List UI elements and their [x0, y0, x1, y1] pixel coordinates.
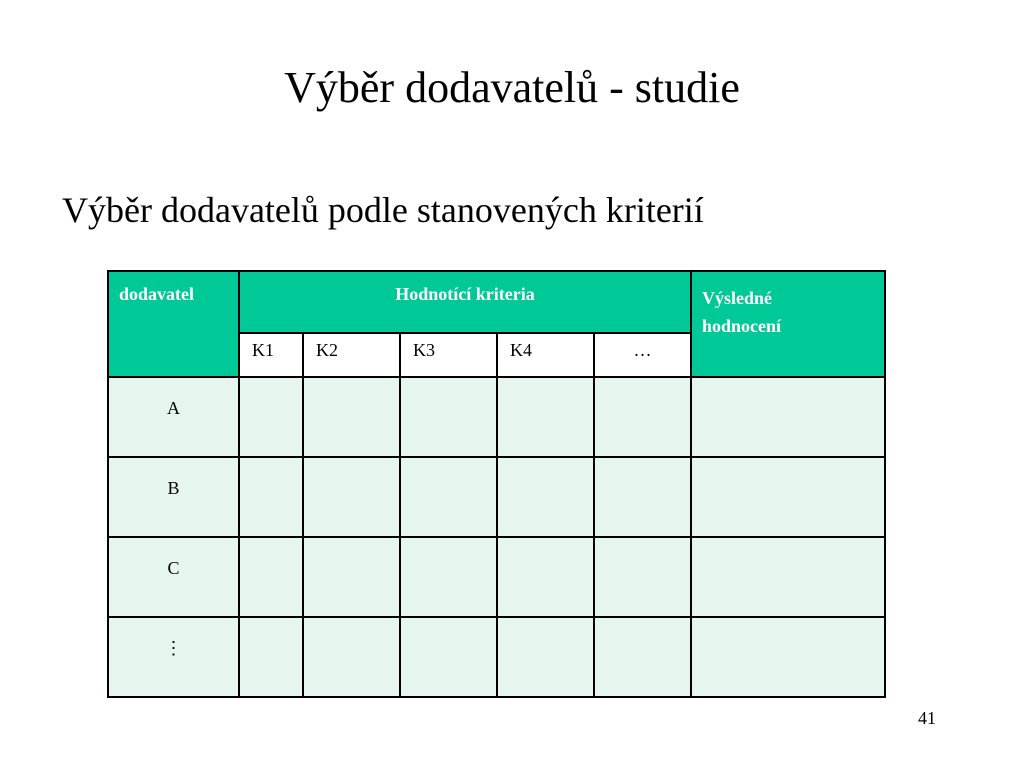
table-cell [400, 537, 497, 617]
table-row [108, 617, 885, 697]
header-result-line1: Výsledné [702, 288, 773, 308]
page-number: 41 [918, 708, 936, 728]
criteria-column-more: … [594, 333, 691, 377]
table-row [108, 377, 885, 457]
table-cell [400, 377, 497, 457]
table-cell [594, 537, 691, 617]
table-cell [497, 537, 594, 617]
header-result-line2: hodnocení [702, 316, 782, 336]
row-label-a: A [108, 377, 239, 457]
table-cell [497, 617, 594, 697]
table-cell [239, 377, 303, 457]
table-cell [239, 537, 303, 617]
row-label-c: C [108, 537, 239, 617]
header-supplier: dodavatel [108, 271, 239, 377]
table-cell [497, 457, 594, 537]
table-cell [400, 617, 497, 697]
criteria-column-k2: K2 [303, 333, 400, 377]
table-cell [497, 377, 594, 457]
table-cell [303, 377, 400, 457]
criteria-column-k1: K1 [239, 333, 303, 377]
table-cell [594, 457, 691, 537]
table-cell [691, 537, 885, 617]
table-row [108, 537, 885, 617]
table-cell [303, 457, 400, 537]
table-cell [239, 457, 303, 537]
table-cell [303, 537, 400, 617]
table-cell [691, 457, 885, 537]
slide-subtitle: Výběr dodavatelů podle stanovených kriterií [62, 190, 704, 230]
table-cell [303, 617, 400, 697]
table-cell [400, 457, 497, 537]
table-cell [691, 617, 885, 697]
table-cell [691, 377, 885, 457]
supplier-criteria-table [107, 270, 886, 698]
criteria-column-k3: K3 [400, 333, 497, 377]
slide-title: Výběr dodavatelů - studie [284, 63, 740, 112]
criteria-column-k4: K4 [497, 333, 594, 377]
header-criteria: Hodnotící kriteria [239, 271, 691, 333]
table-cell [594, 617, 691, 697]
table-cell [594, 377, 691, 457]
row-label-b: B [108, 457, 239, 537]
table-cell [239, 617, 303, 697]
table-row [108, 457, 885, 537]
header-result [691, 271, 885, 377]
row-label-more: ⋮ [108, 617, 239, 697]
